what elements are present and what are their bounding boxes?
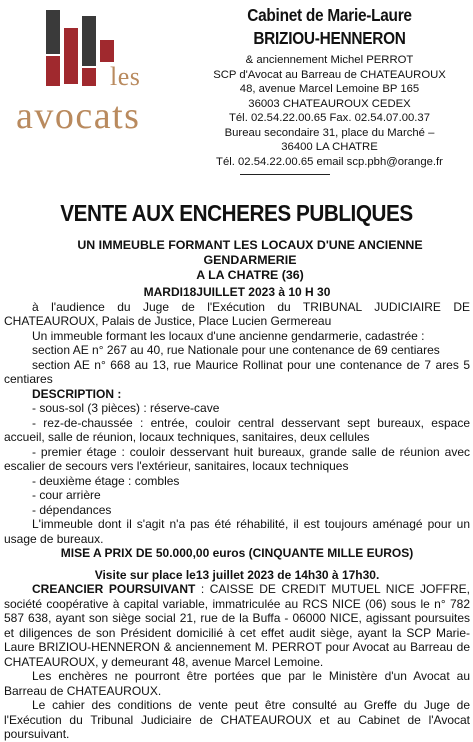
cabinet-line: SCP d'Avocat au Barreau de CHATEAUROUX [213,68,446,81]
logo-les: les [110,62,141,91]
description-item: - rez-de-chaussée : entrée, couloir central desservant sept bureaux, espace accueil, salle de réunion, locaux techniques, sanitaires, deux cellules [4,415,470,444]
creancier-paragraph [4,582,470,669]
cabinet-line: 36003 CHATEAUROUX CEDEX [248,97,411,110]
section-paragraph: section AE n° 668 au 13, rue Maurice Rollinat pour une contenance de 7 ares 5 centiares [4,357,470,386]
subtitle-line-1: UN IMMEUBLE FORMANT LES LOCAUX D'UNE ANCIENNE GENDARMERIE [77,238,423,267]
les-avocats-logo [14,6,184,146]
subtitle [40,238,460,283]
cabinet-line: & anciennement Michel PERROT [245,54,414,66]
logo-figures-icon [14,6,184,96]
cabinet-line: Tél. 02.54.22.00.65 email scp.pbh@orange.fr [216,155,443,168]
logo-avocats: avocats [16,95,141,137]
rehab-paragraph: L'immeuble dont il s'agit n'a pas été réhabilité, il est toujours aménagé pour un usage de bureaux. [4,517,470,546]
cabinet-line: Tél. 02.54.22.00.65 Fax. 02.54.07.00.37 [229,112,430,124]
cabinet-line: Bureau secondaire 31, place du Marché – [224,126,435,139]
mise-a-prix: MISE A PRIX DE 50.000,00 euros (CINQUANTE MILLE EUROS) [60,546,414,560]
immeuble-paragraph: Un immeuble formant les locaux d'une ancienne gendarmerie, cadastrée : [32,328,425,343]
auction-date: MARDI18JUILLET 2023 à 10 H 30 [143,285,331,299]
creancier-label: CREANCIER POURSUIVANT [32,582,196,596]
description-item: - deuxième étage : combles [32,473,180,488]
cabinet-block [186,4,473,175]
visite: Visite sur place le13 juillet 2023 de 14h30 à 17h30. [94,567,380,582]
cahier-paragraph: Le cahier des conditions de vente peut être consulté au Greffe du Juge de l'Exécution du Tribunal Judiciaire de CHATEAUROUX et au Cabinet de l'Avocat poursuivant. [4,698,470,741]
section-paragraph: section AE n° 267 au 40, rue Nationale pour une contenance de 69 centiares [32,343,440,357]
header [0,0,473,192]
subtitle-line-2: A LA CHATRE (36) [196,268,304,282]
description-label: DESCRIPTION : [32,386,122,401]
page-title: VENTE AUX ENCHERES PUBLIQUES [60,200,413,226]
cabinet-title-2: BRIZIOU-HENNERON [253,28,406,48]
separator [240,174,330,175]
cabinet-line: 36400 LA CHATRE [281,141,378,153]
cabinet-line: 48, avenue Marcel Lemoine BP 165 [239,83,420,95]
creancier-text: : CAISSE DE CREDIT MUTUEL NICE JOFFRE, société coopérative à capital variable, immatriculée au RCS NICE (06) sous le n° 782 587 638, ayant son siège social 21, rue de la Buffa - 06000 NICE, agissant poursuites et diligences de son Président domicilié à cet effet audit siège, ayant la SCP Marie-Laure BRIZIOU-HENNERON & anciennement M. PERROT pour Avocat au Barreau de CHATEAUROUX, y demeurant 48, avenue Marcel Lemoine. [4,582,470,669]
encheres-paragraph: Les enchères ne pourront être portées que par le Ministère d'un Avocat au Barreau de CHATEAUROUX. [4,669,470,698]
description-item: - premier étage : couloir desservant huit bureaux, grande salle de réunion avec escalier de secours vers l'extérieur, sanitaires, locaux techniques [4,444,470,473]
description-item: - dépendances [32,502,112,517]
description-item: - sous-sol (3 pièces) : réserve-cave [32,401,220,415]
announcement-body [4,285,470,742]
audience-paragraph: à l'audience du Juge de l'Exécution du TRIBUNAL JUDICIAIRE DE CHATEAUROUX, Palais de Justice, Place Lucien Germereau [4,299,470,328]
description-item: - cour arrière [32,488,101,502]
cabinet-title-1: Cabinet de Marie-Laure [247,5,412,25]
